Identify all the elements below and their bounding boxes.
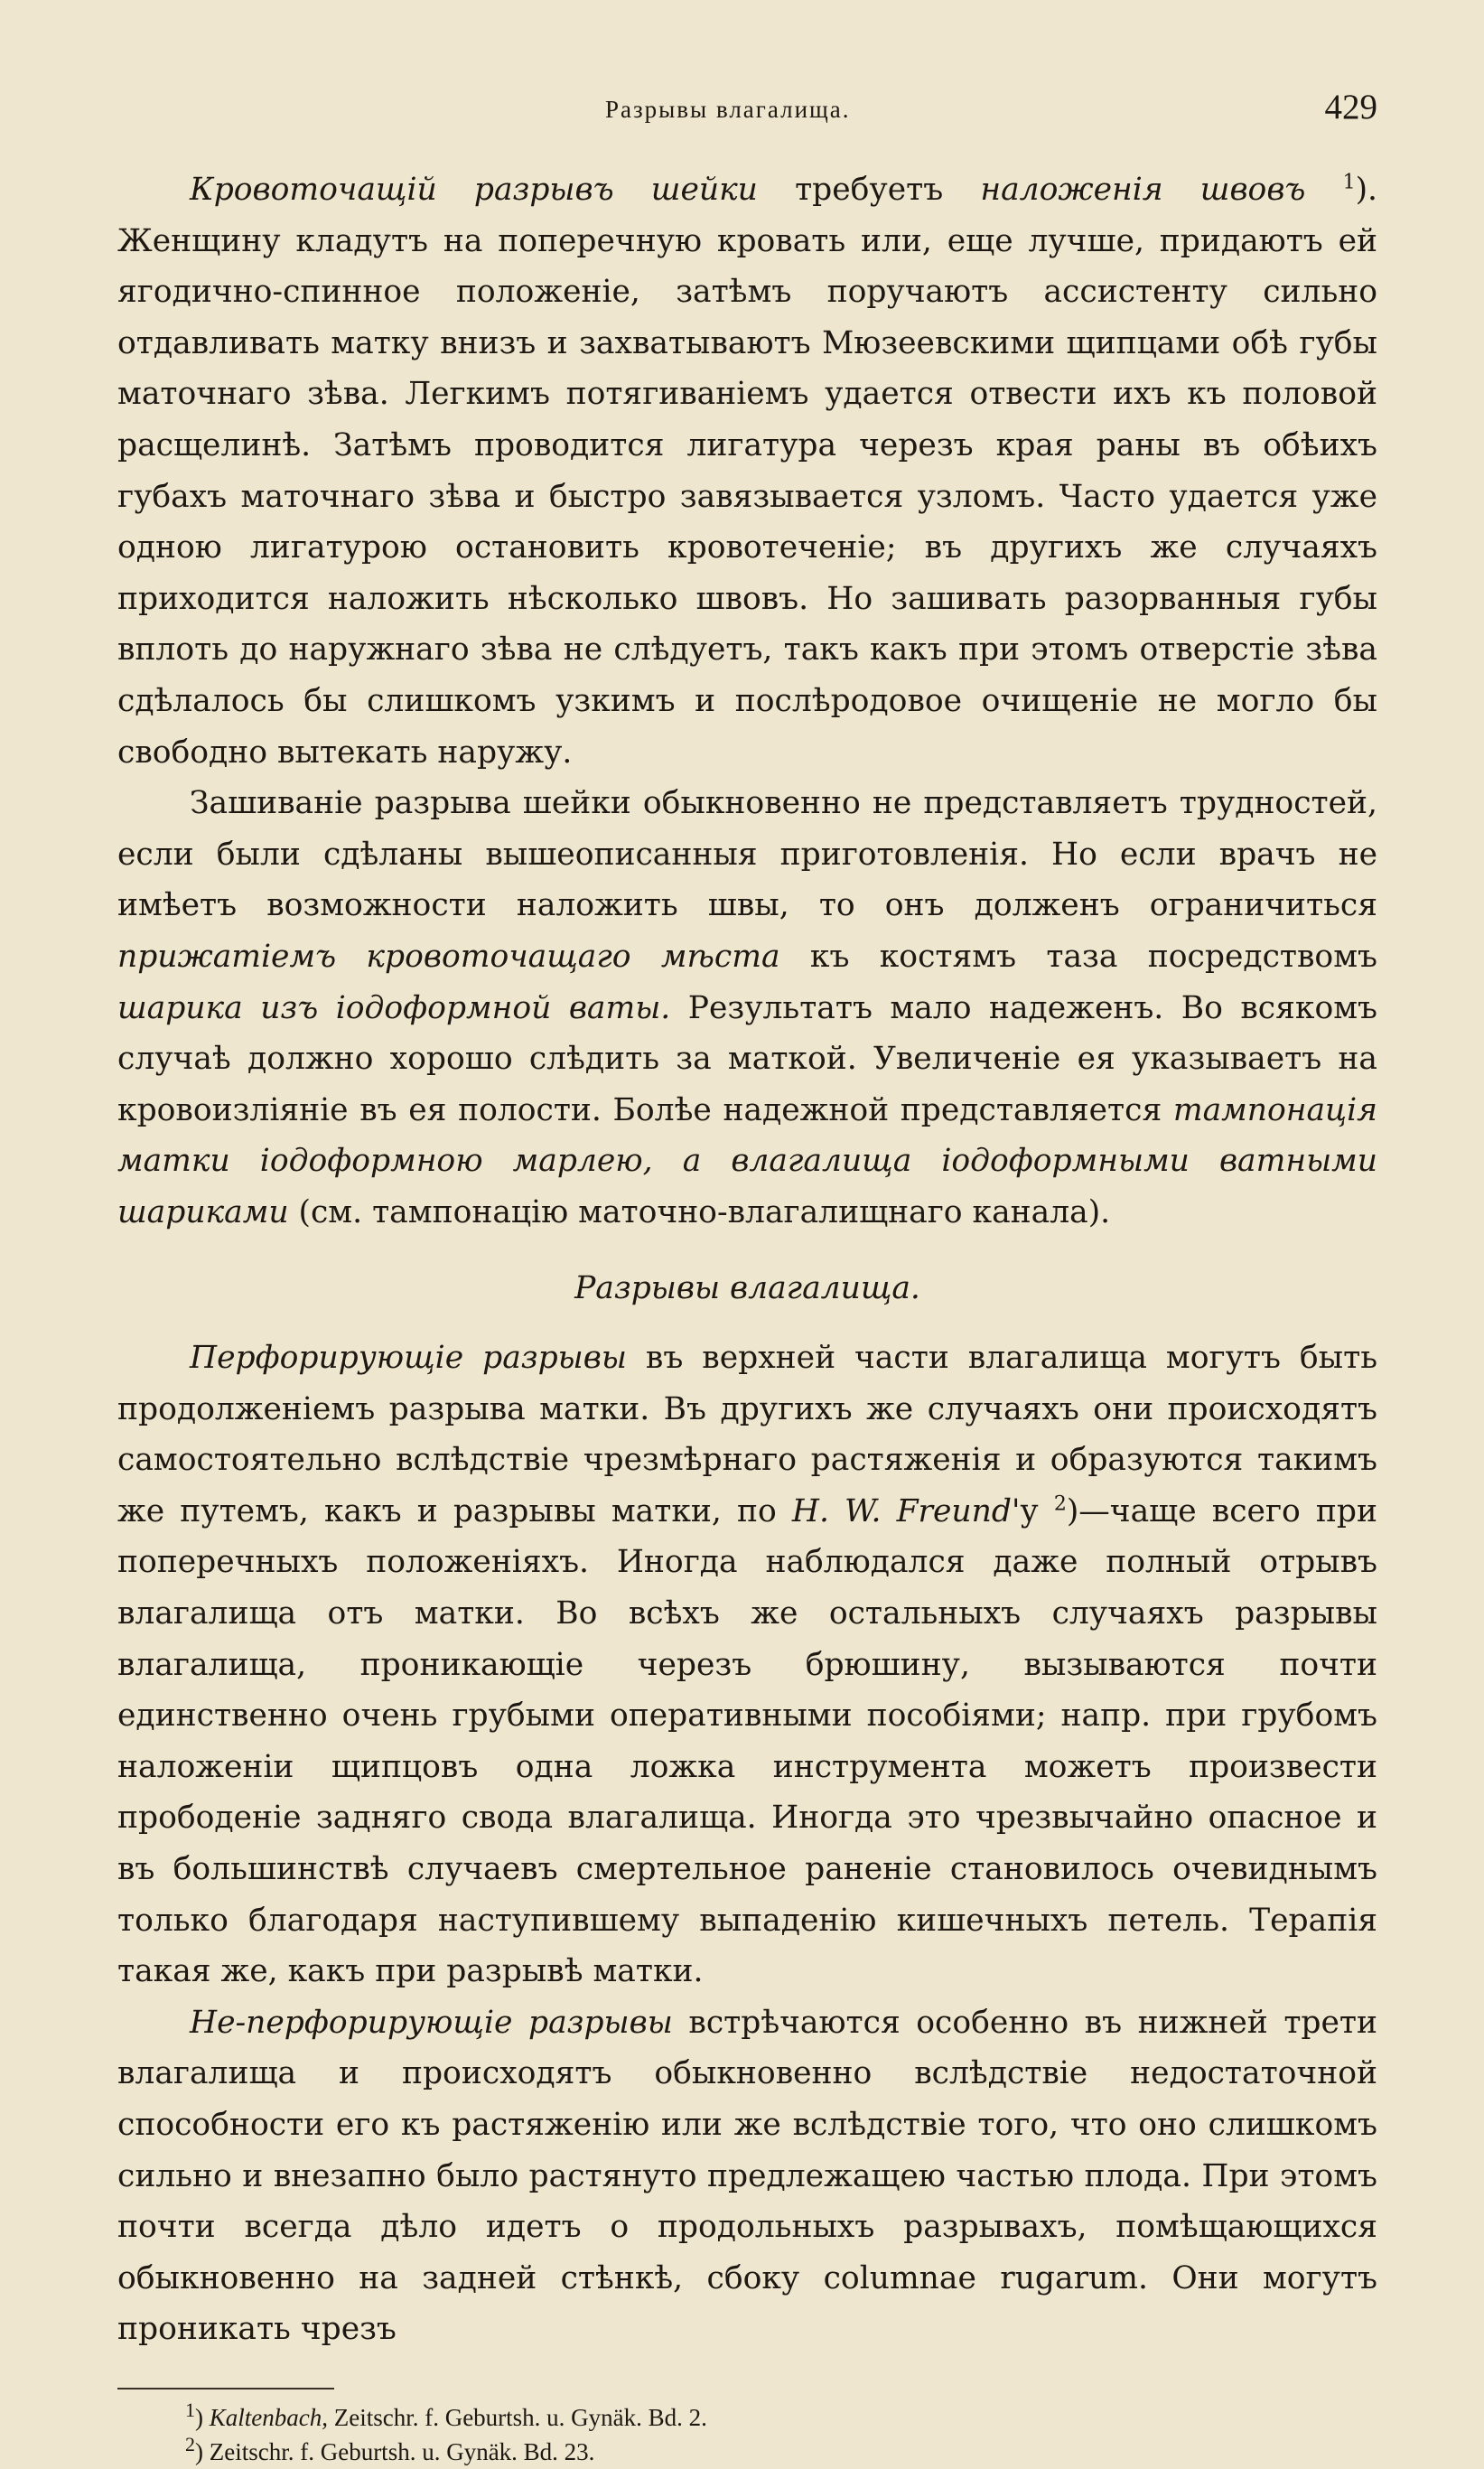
footnote-1: $^1$) Kaltenbach, Zeitschr. f. Geburtsh. u. Gynäk. Bd. 2. xyxy=(185,2398,707,2431)
emphasis: тампонація матки іодоформною марлею, а влагалища іодоформными ватными шариками xyxy=(117,1091,1377,1230)
emphasis: Не-перфорирующіе разрывы xyxy=(190,2004,673,2041)
footnote-ref-2: 2 xyxy=(1053,1492,1067,1516)
page-header xyxy=(117,87,1377,141)
paragraph-perforating-tears: Перфорирующіе разрывы въ верхней части влагалища могутъ быть продолженіемъ разрыва матки. Въ другихъ же случаяхъ они происходятъ самостоятельно вслѣдствіе чрезмѣрнаго растяженія и образуются такимъ же путемъ, какъ и разрывы матки, по H. W. Freund'у $^2$)—чаще всего при поперечныхъ положеніяхъ. Иногда наблюдался даже полный отрывъ влагалища отъ матки. Во всѣхъ же остальныхъ случаяхъ разрывы влагалища, проникающіе черезъ брюшину, вызываются почти единственно очень грубыми оперативными пособіями; напр. при грубомъ наложеніи щипцовъ одна ложка инструмента можетъ произвести прободеніе задняго свода влагалища. Иногда это чрезвычайно опасное и въ большинствѣ случаевъ смертельное раненіе становилось очевиднымъ только благодаря наступившему выпаденію кишечныхъ петель. Терапія такая же, какъ при разрывѣ матки. xyxy=(117,1340,1377,1990)
footnote-author: Kaltenbach, xyxy=(209,2403,328,2431)
paragraph-compression: Зашиваніе разрыва шейки обыкновенно не представляетъ трудностей, если были сдѣланы вышеописанныя приготовленія. Но если врачъ не имѣетъ возможности наложить швы, то онъ долженъ ограничиться прижатіемъ кровоточащаго мѣста къ костямъ таза посредствомъ шарика изъ іодоформной ваты. Результатъ мало надеженъ. Во всякомъ случаѣ должно хорошо слѣдить за маткой. Увеличеніе ея указываетъ на кровоизліяніе въ ея полости. Болѣе надежной представляется тампонація матки іодоформною марлею, а влагалища іодоформными ватными шариками (см. тампонацію маточно-влагалищнаго канала). xyxy=(117,785,1377,1230)
emphasis: наложенія швовъ xyxy=(980,172,1306,208)
footnote-divider xyxy=(117,2388,334,2390)
emphasis: шарика изъ іодоформной ваты. xyxy=(117,989,671,1026)
paragraph-suturing-cervix: Кровоточащій разрывъ шейки требуетъ наложенія швовъ $^1$). Женщину кладутъ на поперечную кровать или, еще лучше, придаютъ ей ягодично-спинное положеніе, затѣмъ поручаютъ ассистенту сильно отдавливать матку внизъ и захватываютъ Мюзеевскими щипцами обѣ губы маточнаго зѣва. Легкимъ потягиваніемъ удается отвести ихъ къ половой расщелинѣ. Затѣмъ проводится лигатура черезъ края раны въ обѣихъ губахъ маточнаго зѣва и быстро завязывается узломъ. Часто удается уже одною лигатурою остановить кровотеченіе; въ другихъ же случаяхъ приходится наложить нѣсколько швовъ. Но зашивать разорванныя губы вплоть до наружнаго зѣва не слѣдуетъ, такъ какъ при этомъ отверстіе зѣва сдѣлалось бы слишкомъ узкимъ и послѣродовое очищеніе не могло бы свободно вытекать наружу. xyxy=(117,171,1378,771)
emphasis: прижатіемъ кровоточащаго мѣста xyxy=(117,938,780,975)
footnote-2: $^2$) Zeitschr. f. Geburtsh. u. Gynäk. Bd. 23. xyxy=(185,2432,595,2465)
emphasis: Перфорирующіе разрывы xyxy=(190,1340,627,1377)
paragraph-non-perforating-tears: Не-перфорирующіе разрывы встрѣчаются особенно въ нижней трети влагалища и происходятъ обыкновенно вслѣдствіе недостаточной способности его къ растяженію или же вслѣдствіе того, что оно слишкомъ сильно и внезапно было растянуто предлежащею частью плода. При этомъ почти всегда дѣло идетъ о продольныхъ разрывахъ, помѣщающихся обыкновенно на задней стѣнкѣ, сбоку columnae rugarum. Они могутъ проникать чрезъ xyxy=(117,2004,1377,2348)
book-page xyxy=(117,87,1377,2469)
emphasis-author: H. W. Freund xyxy=(791,1492,1012,1529)
running-title: Разрывы влагалища. xyxy=(605,96,851,123)
footnote-mark: 2 xyxy=(185,2432,195,2455)
footnote-text: Zeitschr. f. Geburtsh. u. Gynäk. Bd. 2. xyxy=(327,2403,707,2431)
body-text xyxy=(117,164,1377,2355)
footnote-ref-1: 1 xyxy=(1342,171,1356,194)
footnote-text: Zeitschr. f. Geburtsh. u. Gynäk. Bd. 23. xyxy=(209,2437,595,2465)
emphasis: Кровоточащій разрывъ шейки xyxy=(190,172,758,208)
footnotes xyxy=(117,2400,1377,2469)
footnote-mark: 1 xyxy=(185,2398,195,2421)
page-number: 429 xyxy=(1324,88,1377,126)
section-heading: Разрывы влагалища. xyxy=(574,1270,920,1307)
